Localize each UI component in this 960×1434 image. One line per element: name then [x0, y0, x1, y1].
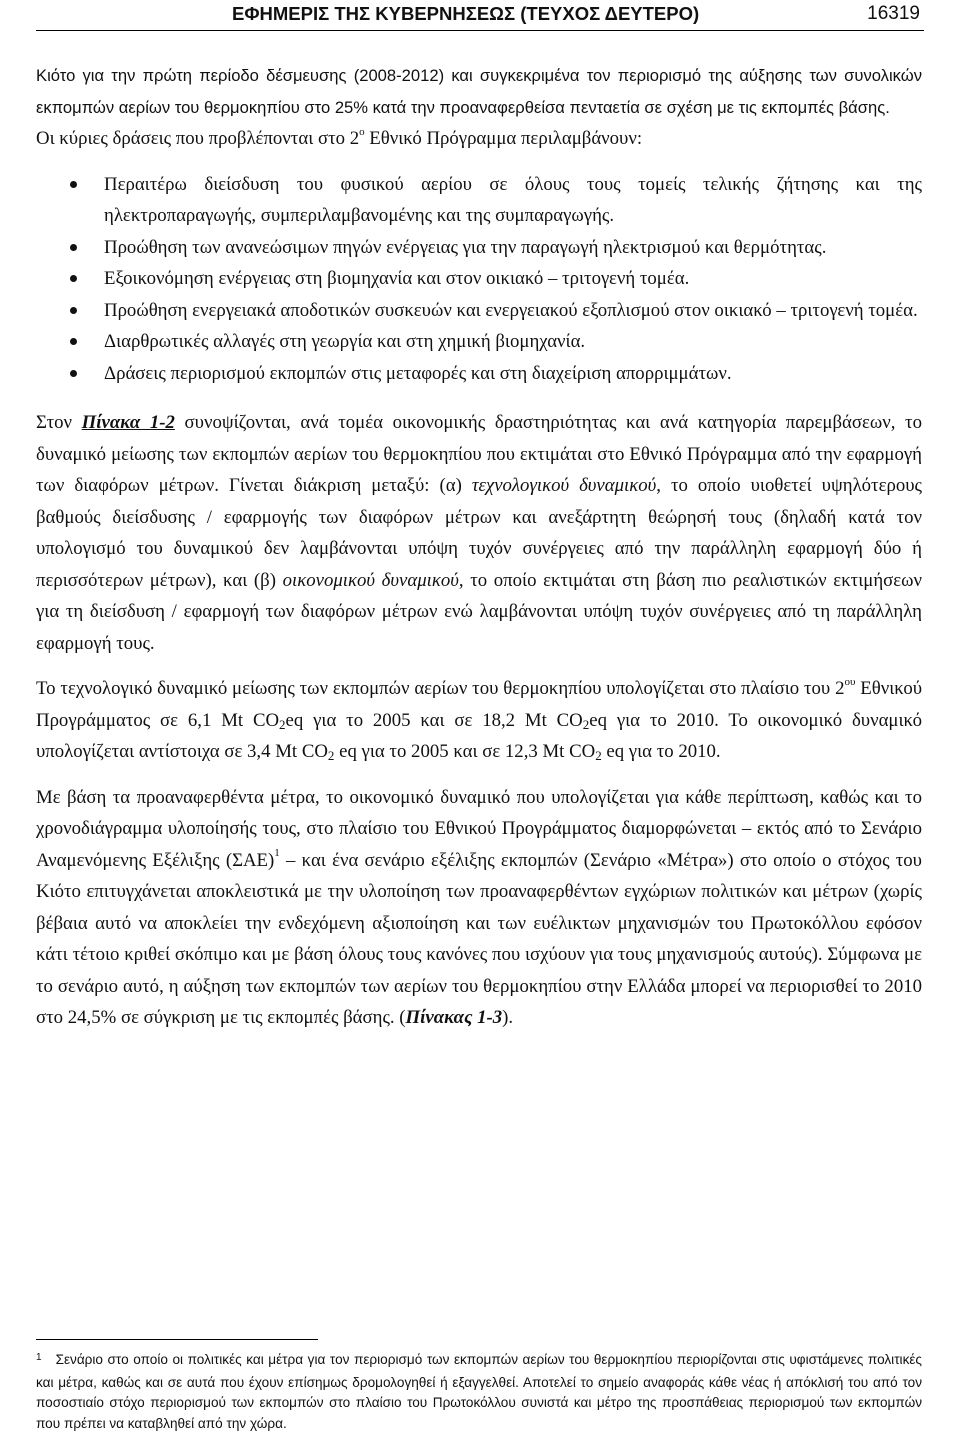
spacer [36, 155, 922, 169]
spacer [36, 768, 922, 782]
list-item: Δράσεις περιορισμού εκπομπών στις μεταφορές και στη διαχείριση απορριμμάτων. [36, 358, 922, 390]
technological-potential-term: τεχνολογικού δυναμικού [471, 475, 657, 496]
footnote-mark: 1 [36, 1352, 42, 1363]
list-item: Εξοικονόμηση ενέργειας στη βιομηχανία και στον οικιακό – τριτογενή τομέα. [36, 263, 922, 295]
scenario-paragraph: Με βάση τα προαναφερθέντα μέτρα, το οικονομικό δυναμικό που υπολογίζεται για κάθε περίπτωση, καθώς και το χρονοδιάγραμμα υλοποίησής τους, στο πλαίσιο του Εθνικού Προγράμματος διαμορφώνεται – εκτός από το Σενάριο Αναμενόμενης Εξέλιξης $(\Sigma AE)^1$ – και ένα σενάριο εξέλιξης εκπομπών (Σενάριο «Μέτρα») στο οποίο ο στόχος του Κιότο επιτυγχάνεται αποκλειστικά με την υλοποίηση των προαναφερθέντων εγχώριων πολιτικών και μέτρων (χωρίς βέβαια αυτό να αποκλείει την ενδεχόμενη αξιοποίηση και των ευέλικτων μηχανισμών του Πρωτοκόλλου εφόσον κάτι τέτοιο κριθεί σκόπιμο και με βάση όλους τους κανόνες που ισχύουν για τους μηχανισμούς αυτούς). Σύμφωνα με το σενάριο αυτό, η αύξηση των εκπομπών των αερίων του θερμοκηπίου στην Ελλάδα μπορεί να περιορισθεί το 2010 στο 24,5% σε σύγκριση με τις εκπομπές βάσης. (Πίνακας 1-3). [36, 786, 922, 1028]
page-header [36, 0, 924, 31]
spacer [36, 389, 922, 407]
table-reference-link[interactable]: Πίνακας 1-3 [405, 1007, 503, 1028]
economic-potential-term: οικονομικού δυναμικού [282, 569, 459, 591]
intro-paragraph: Κιότο για την πρώτη περίοδο δέσμευσης (2008-2012) και συγκεκριμένα τον περιορισμό της αύξησης των συνολικών εκπομπών αερίων του θερμοκηπίου στο 25% κατά την προαναφερθείσα πενταετία σε σχέση με τις εκπομπές βάσης. Οι κύριες δράσεις που προβλέπονται στο $2^o$ Εθνικό Πρόγραμμα περιλαμβάνουν: [36, 66, 922, 149]
spacer [36, 659, 922, 673]
actions-list [36, 169, 922, 390]
actions-lead: Οι κύριες δράσεις που προβλέπονται στο $2^o$ Εθνικό Πρόγραμμα περιλαμβάνουν: [36, 125, 643, 149]
measures-paragraph: Στον Πίνακα 1-2 συνοψίζονται, ανά τομέα οικονομικής δραστηριότητας και ανά κατηγορία παρεμβάσεων, το δυναμικό μείωσης των εκπομπών αερίων του θερμοκηπίου που εκτιμάται στο Εθνικό Πρόγραμμα από την εφαρμογή των διαφόρων μέτρων. Γίνεται διάκριση μεταξύ: (α) τεχνολογικού δυναμικού, το οποίο υιοθετεί υψηλότερους βαθμούς διείσδυσης / εφαρμογής των διαφόρων μέτρων και ανεξάρτητη θεώρησή τους (δηλαδή κατά τον υπολογισμό του δυναμικού δεν λαμβάνονται υπόψη τυχόν συνέργειες από την παράλληλη εφαρμογή δύο ή περισσότερων μέτρων), και (β) οικονομικού δυναμικού, το οποίο εκτιμάται στη βάση πιο ρεαλιστικών εκτιμήσεων για τη διείσδυση / εφαρμογή των διαφόρων μέτρων ενώ λαμβάνονται υπόψη τυχόν συνέργειες από τη παράλληλη εφαρμογή τους. [36, 412, 923, 654]
gazette-title: ΕΦΗΜΕΡΙΣ ΤΗΣ ΚΥΒΕΡΝΗΣΕΩΣ (ΤΕΥΧΟΣ ΔΕΥΤΕΡΟ) [232, 3, 700, 24]
list-item: Περαιτέρω διείσδυση του φυσικού αερίου σε όλους τους τομείς τελικής ζήτησης και της ηλεκτροπαραγωγής, συμπεριλαμβανομένης και της συμπαραγωγής. [36, 169, 922, 232]
list-item: Διαρθρωτικές αλλαγές στη γεωργία και στη χημική βιομηχανία. [36, 326, 922, 358]
potential-paragraph: Το τεχνολογικό δυναμικό μείωσης των εκπομπών αερίων του θερμοκηπίου υπολογίζεται στο πλαίσιο του $2^{o\upsilon}$ Εθνικού Προγράμματος σε 6,1 Mt $CO_2eq$ για το 2005 και σε 18,2 Mt $CO_2eq$ για το 2010. Το οικονομικό δυναμικό υπολογίζεται αντίστοιχα σε 3,4 Mt $CO_2$ eq για το 2005 και σε 12,3 Mt $CO_2$ eq για το 2010. [36, 675, 923, 763]
list-item: Προώθηση ενεργειακά αποδοτικών συσκευών και ενεργειακού εξοπλισμού στον οικιακό – τριτογενή τομέα. [36, 295, 922, 327]
list-item: Προώθηση των ανανεώσιμων πηγών ενέργειας για την παραγωγή ηλεκτρισμού και θερμότητας. [36, 232, 922, 264]
footnote [36, 1350, 922, 1434]
page-body [36, 60, 922, 1034]
table-reference-link[interactable]: Πίνακα 1-2 [81, 412, 175, 433]
footnote-reference[interactable]: 1 [274, 847, 280, 860]
page-number: 16319 [867, 3, 920, 24]
footnote-text: Σενάριο στο οποίο οι πολιτικές και μέτρα για τον περιορισμό των εκπομπών αερίων του θερμοκηπίου περιορίζονται στις υφιστάμενες πολιτικές και μέτρα, καθώς και σε αυτά που έχουν επίσημως δρομολογηθεί ή εξαγγελθεί. Αποτελεί το σημείο αναφοράς κάθε νέας ή απόκλισή του από τον ποσοστιαίο στόχο περιορισμού των εκπομπών στο πλαίσιο του Πρωτοκόλλου συνιστά και μέτρο της προσπάθειας περιορισμού των εκπομπών που πρέπει να καταβληθεί από την χώρα. [36, 1352, 922, 1431]
footnote-divider [36, 1339, 318, 1340]
